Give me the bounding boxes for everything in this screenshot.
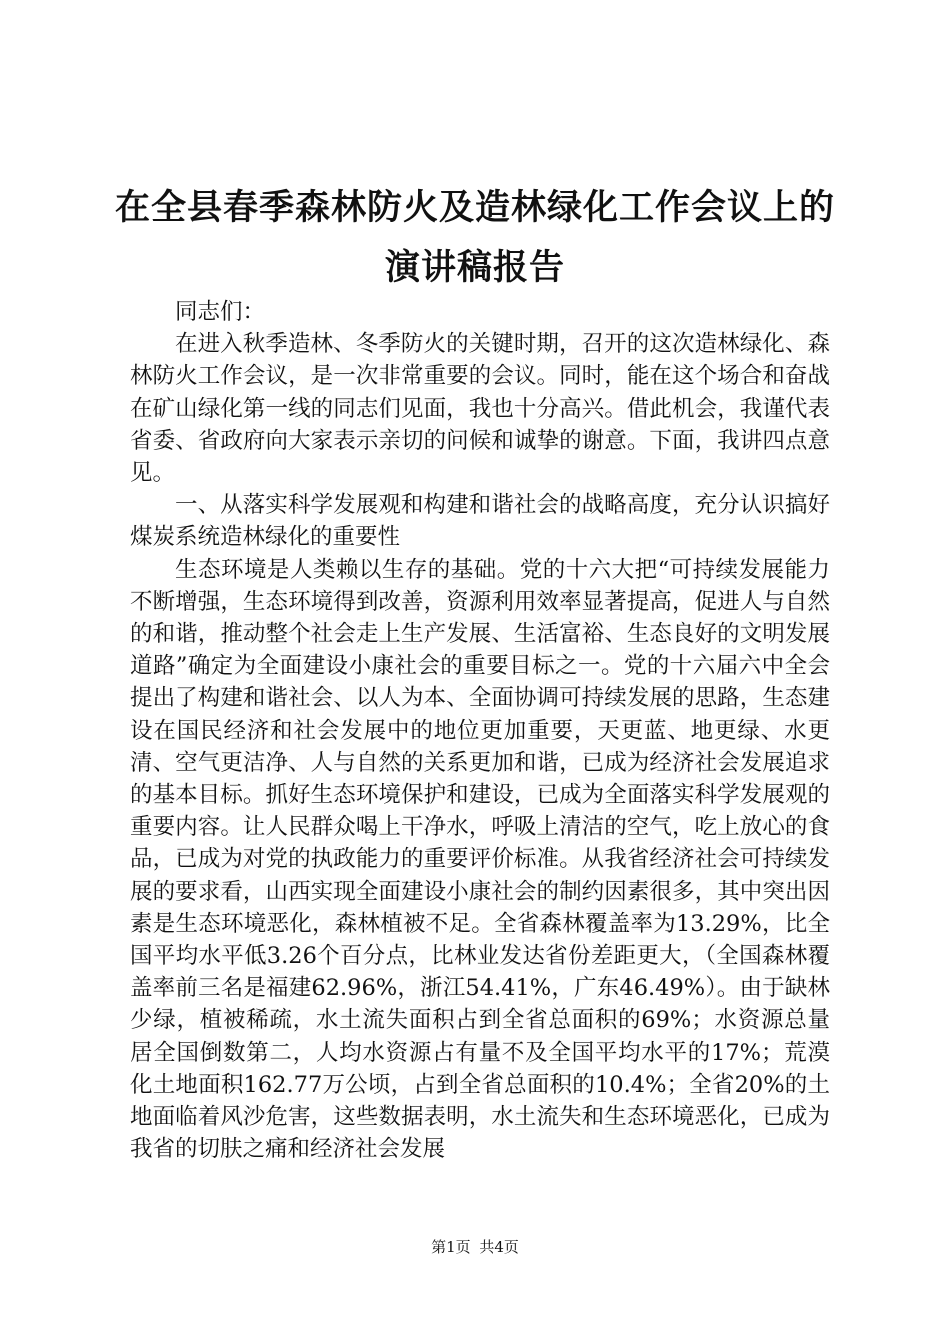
page-number: 第1页 bbox=[431, 1238, 471, 1256]
section-heading-1: 一、从落实科学发展观和构建和谐社会的战略高度，充分认识搞好煤炭系统造林绿化的重要性 bbox=[130, 492, 830, 551]
page-total: 共4页 bbox=[479, 1238, 519, 1256]
document-title bbox=[100, 178, 850, 298]
page-footer bbox=[0, 1237, 950, 1257]
paragraph-intro: 在进入秋季造林、冬季防火的关键时期，召开的这次造林绿化、森林防火工作会议，是一次非常重要的会议。同时，能在这个场合和奋战在矿山绿化第一线的同志们见面，我也十分高兴。借此机会，我谨代表省委、省政府向大家表示亲切的问候和诚挚的谢意。下面，我讲四点意见。 bbox=[130, 331, 830, 487]
salutation: 同志们： bbox=[175, 299, 266, 325]
paragraph-ecology: 生态环境是人类赖以生存的基础。党的十六大把“可持续发展能力不断增强，生态环境得到改善，资源利用效率显著提高，促进人与自然的和谐，推动整个社会走上生产发展、生活富裕、生态良好的文明发展道路”确定为全面建设小康社会的重要目标之一。党的十六届六中全会提出了构建和谐社会、以人为本、全面协调可持续发展的思路，生态建设在国民经济和社会发展中的地位更加重要，天更蓝、地更绿、水更清、空气更洁净、人与自然的关系更加和谐，已成为经济社会发展追求的基本目标。抓好生态环境保护和建设，已成为全面落实科学发展观的重要内容。让人民群众喝上干净水，呼吸上清洁的空气，吃上放心的食品，已成为对党的执政能力的重要评价标准。从我省经济社会可持续发展的要求看，山西实现全面建设小康社会的制约因素很多，其中突出因素是生态环境恶化，森林植被不足。全省森林覆盖率为13.29%，比全国平均水平低3.26个百分点，比林业发达省份差距更大，（全国森林覆盖率前三名是福建62.96%，浙江54.41%，广东46.49%）。由于缺林少绿，植被稀疏，水土流失面积占到全省总面积的69%；水资源总量居全国倒数第二，人均水资源占有量不及全国平均水平的17%；荒漠化土地面积162.77万公顷，占到全省总面积的10.4%；全省20%的土地面临着风沙危害，这些数据表明，水土流失和生态环境恶化，已成为我省的切肤之痛和经济社会发展 bbox=[130, 556, 830, 1163]
document-body bbox=[130, 296, 830, 1165]
title-line-1: 在全县春季森林防火及造林绿化工作会议上的 bbox=[114, 187, 835, 228]
title-line-2: 演讲稿报告 bbox=[384, 247, 565, 288]
